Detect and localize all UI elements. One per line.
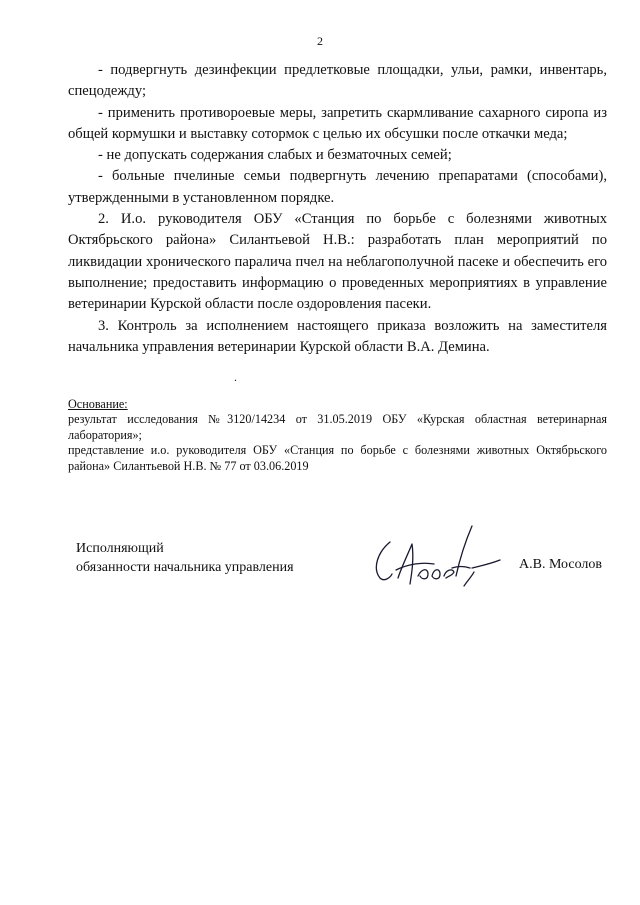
signer-position-line1: Исполняющий xyxy=(76,541,164,556)
paragraph-treatment: - больные пчелиные семьи подвергнуть лечению препаратами (способами), утвержденными в установленном порядке. xyxy=(68,168,607,206)
signer-name: А.В. Мосолов xyxy=(519,557,603,572)
paragraph-item-3: 3. Контроль за исполнением настоящего приказа возложить на заместителя начальника управления ветеринарии Курской области В.А. Демина. xyxy=(68,317,607,355)
paragraph-weak-colonies: - не допускать содержания слабых и безматочных семей; xyxy=(98,147,452,164)
handwritten-signature xyxy=(368,518,504,598)
paragraph-disinfection: - подвергнуть дезинфекции предлетковые площадки, ульи, рамки, инвентарь, спецодежду; xyxy=(68,62,607,100)
basis-title: Основание: xyxy=(68,397,128,411)
basis-section xyxy=(68,397,607,474)
document-body xyxy=(68,60,607,358)
paragraph-item-2: 2. И.о. руководителя ОБУ «Станция по борьбе с болезнями животных Октябрьского района» Силантьевой Н.В.: разработать план мероприятий по ликвидации хронического паралича пчел на неблагополучной пасеке и обеспечить его выполнение; предоставить информацию о проведенных мероприятиях в управление ветеринарии Курской области после оздоровления пасеки. xyxy=(68,211,607,313)
signer-position xyxy=(76,539,294,577)
paragraph-anti-swarm: - применить противороевые меры, запретить скармливание сахарного сиропа из общей кормушки и выставку сотормок с целью их обсушки после откачки меда; xyxy=(68,104,607,142)
stray-mark: . xyxy=(234,370,237,384)
basis-item-submission: представление и.о. руководителя ОБУ «Станция по борьбе с болезнями животных Октябрьского района» Силантьевой Н.В. № 77 от 03.06.2019 xyxy=(68,443,607,473)
basis-item-lab-result: результат исследования №3120/14234 от 31.05.2019 ОБУ «Курская областная ветеринарная лаборатория»; xyxy=(68,412,607,442)
page-number: 2 xyxy=(317,34,323,48)
signer-position-line2: обязанности начальника управления xyxy=(76,560,294,575)
